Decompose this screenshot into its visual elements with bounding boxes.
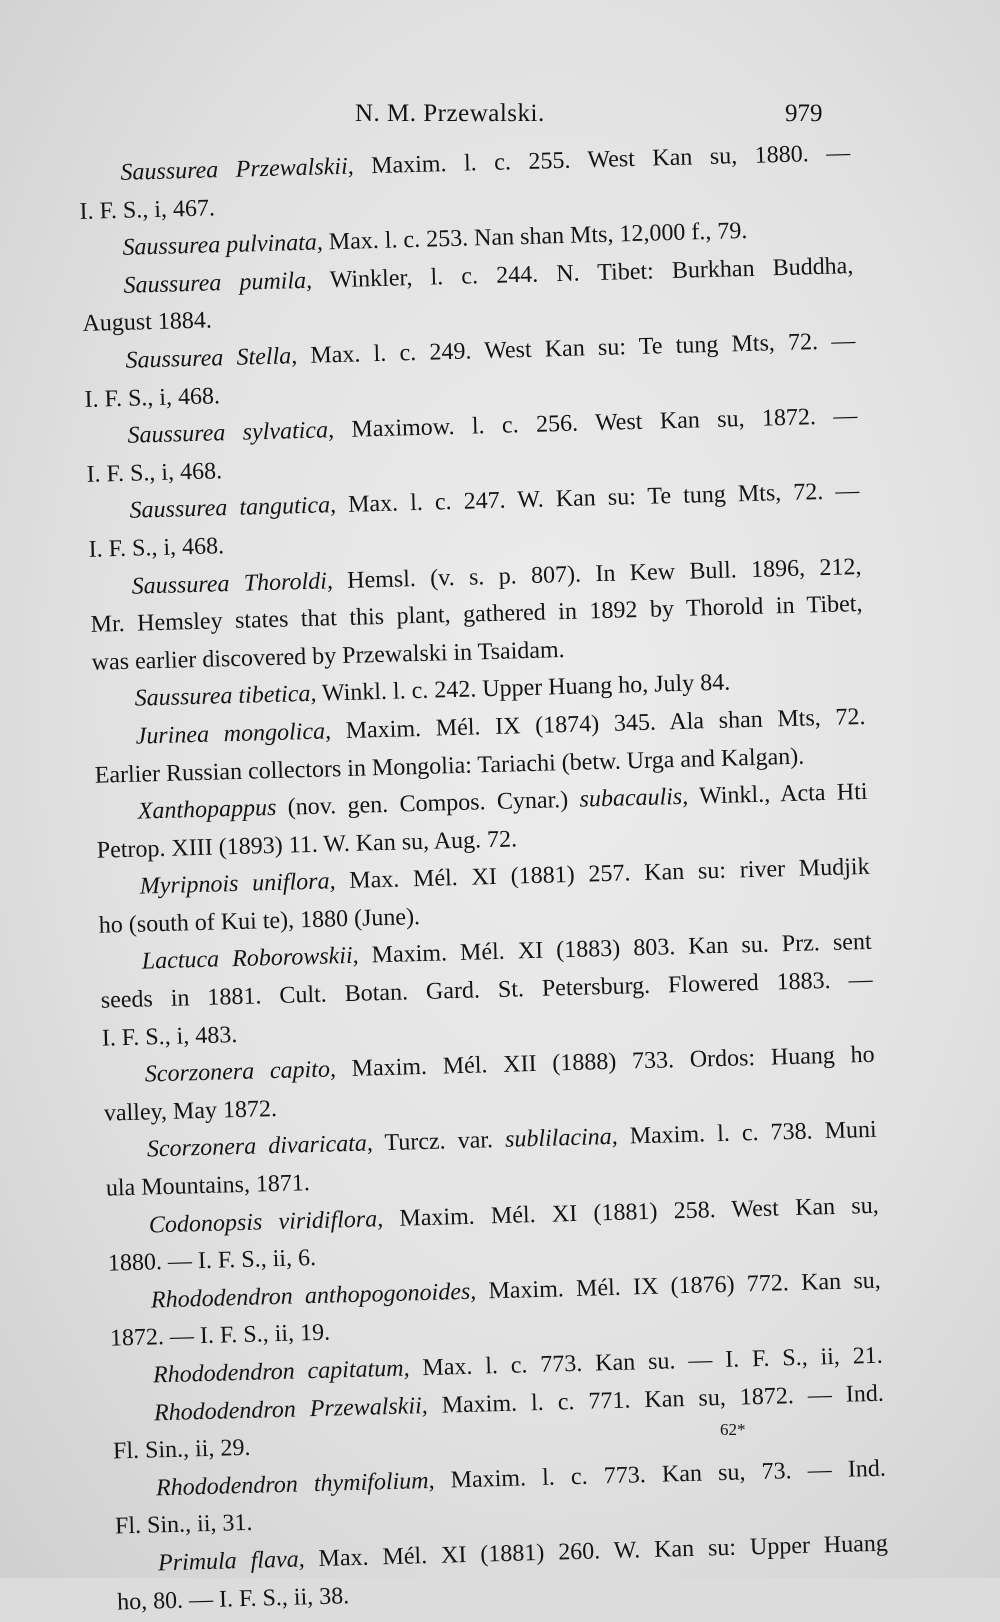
species-name: Saussurea tangutica,: [129, 492, 337, 525]
species-name: Myripnois uniflora,: [139, 868, 336, 900]
citation-text: ula Mountains, 1871.: [105, 1170, 311, 1202]
citation-text: I. F. S., i, 483.: [101, 1021, 238, 1052]
citation-text: Maximow. l. c. 256. West Kan su, 1872. —: [333, 403, 858, 444]
citation-text: Hemsl. (v. s. p. 807). In Kew Bull. 1896, 212,: [332, 553, 862, 594]
citation-text: August 1884.: [82, 307, 213, 338]
citation-text: Winkl. l. c. 242. Upper Huang ho, July 84.: [316, 669, 731, 708]
citation-text: Turcz. var.: [372, 1127, 506, 1157]
citation-text: Fl. Sin., ii, 29.: [112, 1435, 251, 1465]
species-name: Saussurea pulvinata,: [122, 229, 324, 262]
citation-text: I. F. S., i, 468.: [86, 457, 223, 488]
citation-text: Max. l. c. 773. Kan su. — I. F. S., ii, 21.: [409, 1342, 884, 1382]
species-name: Rhododendron thymifolium,: [155, 1467, 435, 1502]
species-name: sublilacina,: [504, 1124, 619, 1154]
citation-text: 1872. — I. F. S., ii, 19.: [109, 1320, 331, 1352]
species-name: Saussurea Stella,: [125, 343, 298, 374]
page-number: 979: [785, 100, 823, 127]
citation-text: Mr. Hemsley states that this plant, gathered in 1892 by Thorold in Tibet,: [90, 591, 863, 638]
citation-text: Maxim. Mél. XI (1883) 803. Kan su. Prz. sent: [358, 929, 872, 970]
signature-mark: 62*: [720, 1420, 746, 1439]
citation-text: Max. l. c. 249. West Kan su: Te tung Mts, 72. —: [296, 328, 856, 370]
species-name: Xanthopappus: [137, 794, 277, 825]
species-name: Saussurea pumila,: [123, 267, 313, 299]
species-name: Saussurea tibetica,: [134, 681, 317, 712]
citation-text: Earlier Russian collectors in Mongolia: Tariachi (betw. Urga and Kalgan).: [94, 743, 805, 789]
species-name: Rhododendron Przewalskii,: [153, 1392, 429, 1426]
species-name: Codonopsis viridiflora,: [148, 1205, 384, 1239]
citation-text: Max. Mél. XI (1881) 260. W. Kan su: Upper Huang: [304, 1530, 889, 1573]
citation-text: Fl. Sin., ii, 31.: [114, 1510, 253, 1540]
citation-text: Maxim. l. c. 771. Kan su, 1872. — Ind.: [427, 1380, 885, 1419]
citation-text: ho, 80. — I. F. S., ii, 38.: [116, 1582, 350, 1616]
citation-text: Maxim. l. c. 255. West Kan su, 1880. —: [353, 140, 851, 180]
citation-text: Maxim. Mél. XI (1881) 258. West Kan su,: [382, 1192, 880, 1232]
species-name: Scorzonera divaricata,: [146, 1130, 374, 1163]
citation-text: Maxim. l. c. 773. Kan su, 73. — Ind.: [434, 1455, 887, 1494]
citation-text: Max. l. c. 253. Nan shan Mts, 12,000 f., 79.: [322, 218, 748, 256]
species-name: Saussurea Thoroldi,: [131, 567, 334, 600]
species-name: Rhododendron capitatum,: [152, 1355, 410, 1389]
citation-text: Maxim. Mél. XII (1888) 733. Ordos: Huang ho: [335, 1042, 875, 1083]
citation-text: Winkler, l. c. 244. N. Tibet: Burkhan Buddha,: [311, 252, 854, 294]
species-name: subacaulis,: [579, 783, 689, 813]
citation-text: Winkl., Acta Hti: [687, 778, 868, 810]
citation-text: I. F. S., i, 468.: [88, 533, 225, 563]
species-name: Saussurea Przewalskii,: [120, 153, 355, 186]
citation-text: valley, May 1872.: [103, 1095, 278, 1127]
citation-text: Maxim. l. c. 738. Muni: [617, 1117, 878, 1151]
text-block: [78, 135, 889, 1622]
species-name: Scorzonera capito,: [144, 1056, 337, 1088]
citation-text: I. F. S., i, 468.: [84, 382, 221, 413]
citation-text: seeds in 1881. Cult. Botan. Gard. St. Petersburg. Flowered 1883. —: [100, 966, 873, 1014]
citation-text: (nov. gen. Compos. Cynar.): [276, 786, 580, 821]
species-name: Saussurea sylvatica,: [127, 417, 335, 449]
citation-text: was earlier discovered by Przewalski in Tsaidam.: [91, 636, 565, 676]
page-header: [0, 100, 1000, 140]
citation-text: ho (south of Kui te), 1880 (June).: [98, 903, 421, 939]
running-head: N. M. Przewalski.: [355, 100, 545, 127]
citation-text: I. F. S., i, 467.: [79, 194, 216, 225]
species-name: Primula flava,: [157, 1546, 306, 1577]
citation-text: Petrop. XIII (1893) 11. W. Kan su, Aug. 72.: [96, 826, 518, 864]
citation-text: Maxim. Mél. IX (1876) 772. Kan su,: [475, 1267, 882, 1305]
species-name: Rhododendron anthopogonoides,: [150, 1278, 477, 1314]
citation-text: 1880. — I. F. S., ii, 6.: [107, 1245, 317, 1277]
citation-text: Maxim. Mél. IX (1874) 345. Ala shan Mts, 72.: [330, 703, 866, 745]
citation-text: Max. Mél. XI (1881) 257. Kan su: river Mudjik: [335, 854, 870, 895]
species-name: Lactuca Roborowskii,: [141, 943, 359, 976]
species-name: Jurinea mongolica,: [135, 718, 332, 750]
citation-text: Max. l. c. 247. W. Kan su: Te tung Mts, 72. —: [335, 478, 860, 519]
